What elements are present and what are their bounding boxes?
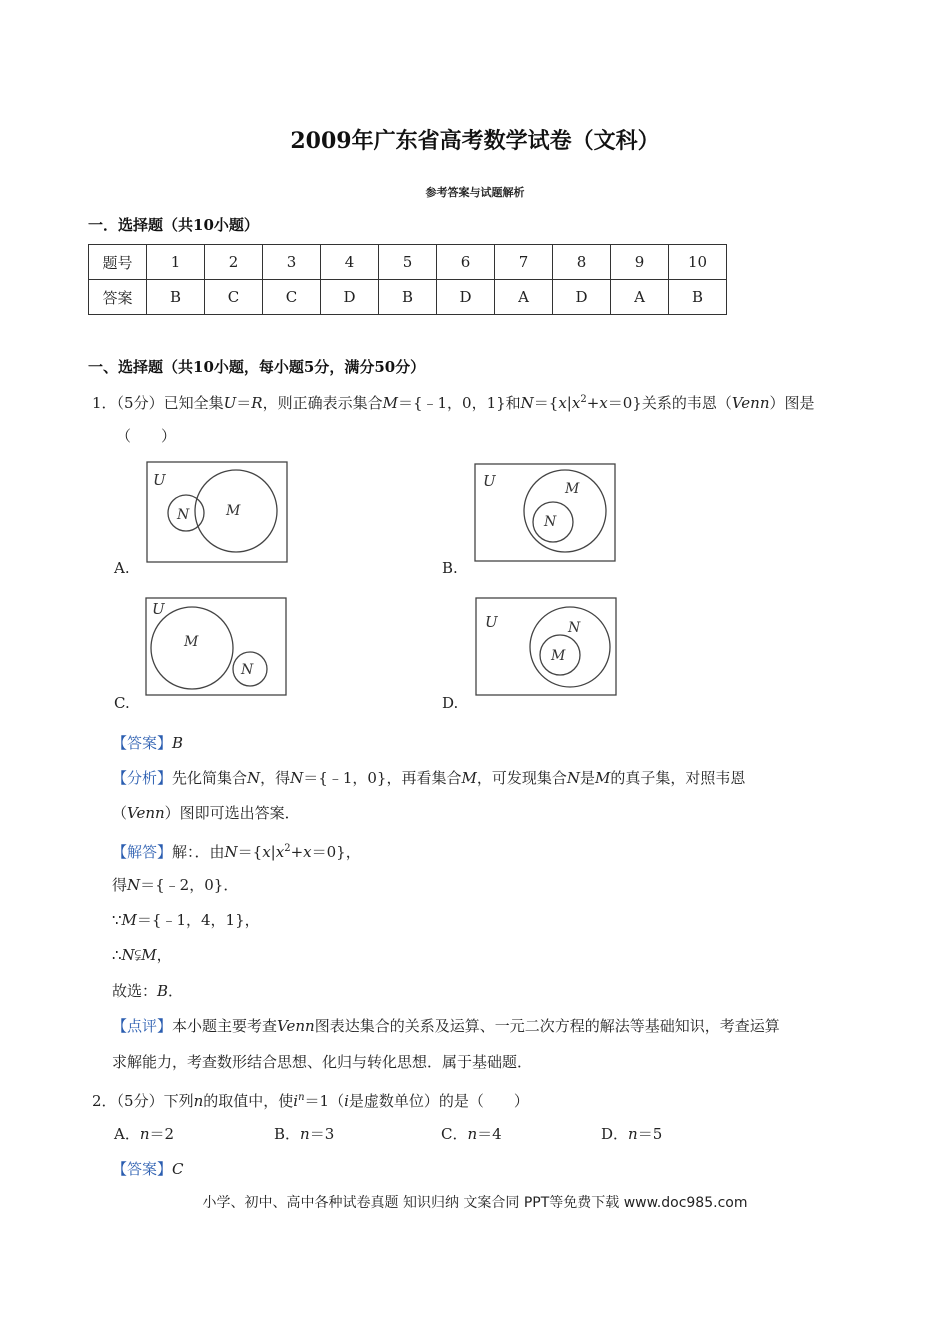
table-cell: 5 [379, 245, 437, 280]
question-1-solution: 【解答】解：．由$N=\{x|x^2+x=0\}$， [112, 843, 361, 861]
venn-label-n: N [241, 662, 254, 678]
table-cell: 答案 [89, 280, 147, 315]
table-row [89, 245, 727, 280]
venn-diagram-c [145, 597, 287, 697]
venn-label-m: M [226, 503, 241, 519]
venn-diagram-a [146, 461, 288, 563]
venn-diagram-d [475, 597, 617, 697]
option-b-label: B. [442, 559, 458, 577]
question-1-comment-line2: 求解能力，考查数形结合思想、化归与转化思想．属于基础题． [112, 1053, 533, 1071]
question-1-comment: 【点评】本小题主要考查Venn图表达集合的关系及运算、一元二次方程的解法等基础知识，考查运算 [112, 1017, 780, 1035]
question-2-option-b: B．n＝3 [274, 1125, 335, 1143]
page-subtitle: 参考答案与试题解析 [425, 186, 525, 199]
solution-step-4: 故选：B． [112, 982, 184, 1000]
question-1-answer: 【答案】B [112, 734, 184, 752]
table-cell: C [263, 280, 321, 315]
table-cell: 8 [553, 245, 611, 280]
table-cell: 4 [321, 245, 379, 280]
table-cell: B [669, 280, 727, 315]
table-cell: B [147, 280, 205, 315]
solution-step-1: 得N＝{﹣2，0}． [112, 876, 239, 894]
question-2-option-a: A．n＝2 [114, 1125, 175, 1143]
venn-label-n: N [177, 507, 190, 523]
question-2-option-d: D．n＝5 [601, 1125, 663, 1143]
table-row [89, 280, 727, 315]
venn-label-n: N [544, 514, 557, 530]
table-cell: D [321, 280, 379, 315]
venn-label-u: U [153, 471, 166, 489]
venn-label-u: U [485, 613, 498, 631]
table-cell: 1 [147, 245, 205, 280]
question-2-option-c: C．n＝4 [441, 1125, 502, 1143]
table-cell: 7 [495, 245, 553, 280]
table-cell: D [437, 280, 495, 315]
venn-label-u: U [152, 600, 165, 618]
option-c-label: C. [114, 694, 130, 712]
venn-label-m: M [184, 634, 199, 650]
question-1-analysis-line2: （Venn）图即可选出答案． [112, 804, 300, 822]
venn-label-m: M [565, 481, 580, 497]
table-cell: A [495, 280, 553, 315]
table-cell: 题号 [89, 245, 147, 280]
table-cell: 9 [611, 245, 669, 280]
page-footer: 小学、初中、高中各种试卷真题 知识归纳 文案合同 PPT等免费下载 www.doc985.com [202, 1195, 748, 1211]
table-cell: D [553, 280, 611, 315]
venn-label-m: M [551, 648, 566, 664]
venn-label-u: U [483, 472, 496, 490]
question-2-stem: 2．（5分）下列n的取值中，使$i^n=1(i$是虚数单位）的是（ ） [92, 1092, 529, 1110]
answer-table [88, 244, 727, 315]
option-a-label: A. [114, 559, 130, 577]
solution-step-2: ∵M＝{﹣1，4，1}， [112, 911, 260, 929]
page-title: 2009年广东省高考数学试卷（文科） [290, 128, 660, 154]
venn-diagram-b [474, 463, 616, 563]
solution-step-3: ∴N⫋M， [112, 946, 172, 964]
table-cell: B [379, 280, 437, 315]
table-cell: 3 [263, 245, 321, 280]
section-heading-1: 一．选择题（共10小题） [88, 216, 259, 234]
section-heading-2: 一、选择题（共10小题，每小题5分，满分50分） [88, 358, 426, 376]
table-cell: A [611, 280, 669, 315]
table-cell: C [205, 280, 263, 315]
option-d-label: D. [442, 694, 459, 712]
venn-label-n: N [568, 620, 581, 636]
question-2-answer: 【答案】C [112, 1160, 184, 1178]
question-1-blank: （ ） [116, 427, 177, 445]
table-cell: 6 [437, 245, 495, 280]
table-cell: 10 [669, 245, 727, 280]
question-1-analysis: 【分析】先化简集合N，得N＝{﹣1，0}，再看集合M，可发现集合N是M的真子集，对照韦恩 [112, 769, 746, 787]
question-1-stem: 1．（5分）已知全集U＝R，则正确表示集合M＝{﹣1，0，1}和$N=\{x|x^2+x=0\}$关系的韦恩（Venn）图是 [92, 394, 815, 412]
table-cell: 2 [205, 245, 263, 280]
